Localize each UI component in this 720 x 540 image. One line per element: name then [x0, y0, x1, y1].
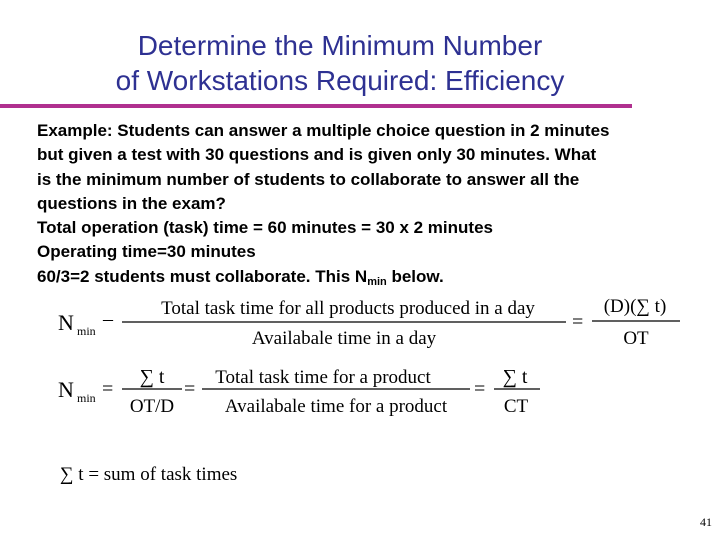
conclusion-suffix: below. [386, 266, 444, 286]
example-line-4: questions in the exam? [37, 193, 226, 213]
f1-numerator: Total task time for all products produced in a day [161, 298, 535, 319]
f1-rhs-denominator: OT [623, 328, 649, 349]
formula-area [0, 280, 720, 500]
slide-title [40, 28, 640, 98]
f2-frac1-numerator: ∑ t [139, 366, 165, 388]
total-operation-line: Total operation (task) time = 60 minutes = 30 x 2 minutes [37, 218, 493, 238]
page-number: 41 [700, 515, 712, 529]
f2-equals-1: = [102, 378, 114, 400]
f1-rhs-numerator: (D)(∑ t) [603, 296, 667, 317]
example-line-1: Example: Students can answer a multiple choice question in 2 minutes [37, 121, 610, 140]
f1-n-subscript: min [77, 324, 96, 338]
example-text [37, 119, 717, 289]
slide-title-line-2: of Workstations Required: Efficiency [115, 65, 565, 96]
f3-definition: ∑ t = sum of task times [60, 464, 238, 485]
conclusion-prefix: 60/3=2 students must collaborate. This N [37, 266, 368, 286]
f2-frac2-numerator: Total task time for a product [215, 367, 431, 388]
formula-3 [60, 464, 237, 485]
example-line-3: is the minimum number of students to collaborate to answer all the [37, 169, 580, 189]
f2-n-symbol: N [58, 377, 74, 402]
f1-n-symbol: N [58, 310, 74, 335]
f1-denominator: Availabale time in a day [251, 328, 437, 349]
formula-2 [58, 366, 540, 417]
f1-operator: – [103, 308, 113, 330]
f2-n-subscript: min [77, 391, 96, 405]
f2-frac3-denominator: CT [503, 396, 529, 417]
operating-time-line: Operating time=30 minutes [37, 242, 256, 262]
f2-frac2-denominator: Availabale time for a product [224, 396, 448, 417]
f1-equals: = [572, 311, 584, 333]
title-divider [0, 104, 632, 108]
slide-title-line-1: Determine the Minimum Number [137, 30, 543, 61]
conclusion-subscript: min [367, 275, 387, 288]
formula-1 [58, 296, 680, 349]
f2-frac1-denominator: OT/D [129, 396, 175, 417]
f2-equals-2: = [184, 378, 196, 400]
example-line-2: but given a test with 30 questions and is given only 30 minutes. What [37, 145, 597, 165]
f2-frac3-numerator: ∑ t [502, 366, 528, 388]
f2-equals-3: = [474, 378, 486, 400]
